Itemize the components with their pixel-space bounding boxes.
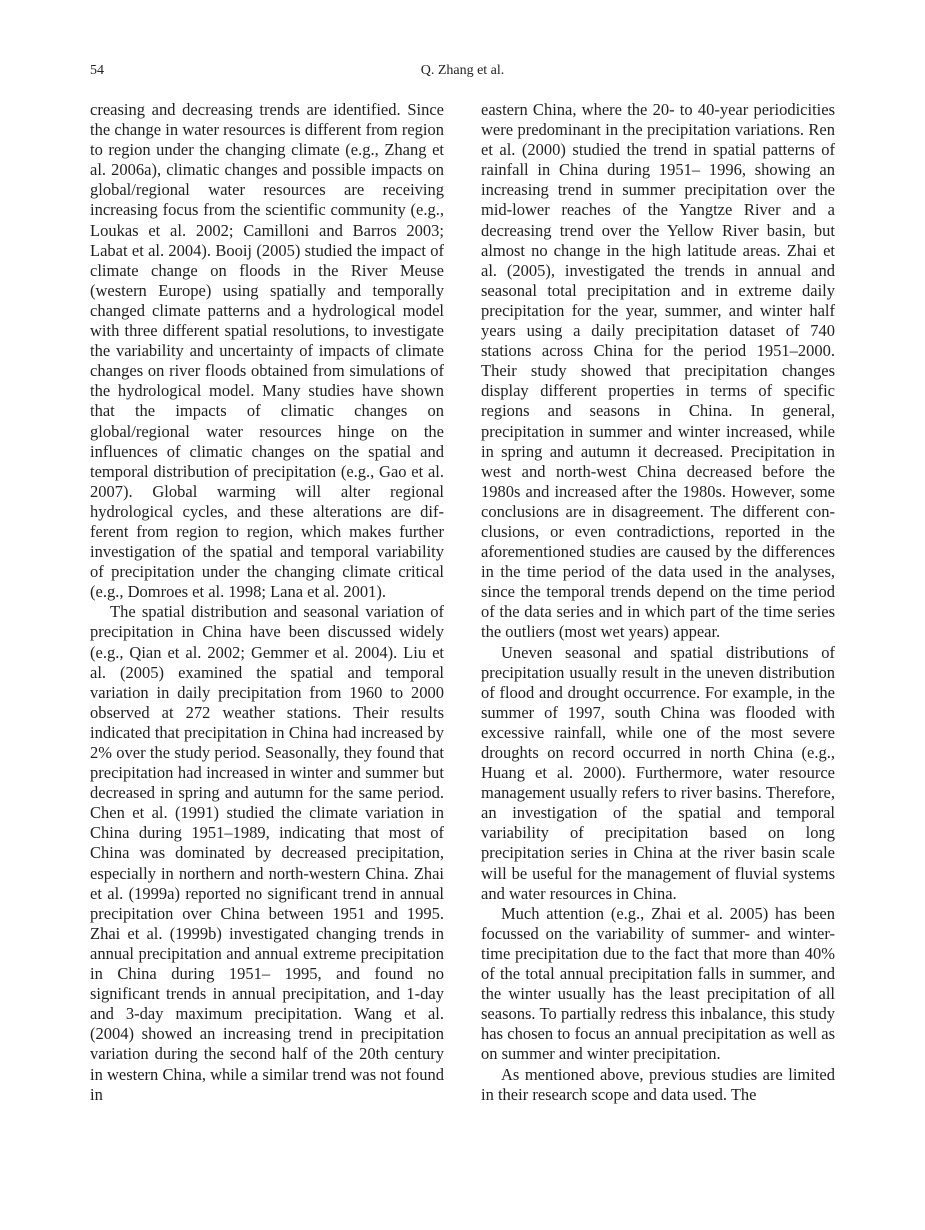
paragraph: Uneven seasonal and spatial distributions of precipitation usually result in the uneven distribution of flood and drought occurrence. For example, in the summer of 1997, south China was flooded with excessive rainfall, while one of the most severe droughts on record occurred in north China (e.g., Huang et al. 2000). Furthermore, water resource management usually refers to river basins. Therefore, an investigation of the spatial and temporal variability of precipitation based on long precipitation series in China at the river basin scale will be useful for the management of fluvial systems and water resources in China. <box>481 642 835 903</box>
running-header-authors: Q. Zhang et al. <box>420 63 505 78</box>
right-column <box>481 100 835 1105</box>
paragraph: As mentioned above, previous studies are limited in their research scope and data used. The <box>481 1064 835 1104</box>
left-column <box>90 100 444 1105</box>
paragraph: The spatial distribution and seasonal variation of precipitation in China have been discussed widely (e.g., Qian et al. 2002; Gemmer et al. 2004). Liu et al. (2005) examined the spatial and temporal variation in daily precipitation from 1960 to 2000 observed at 272 weather stations. Their results indicated that precipitation in China had increased by 2% over the study period. Seasonally, they found that precipitation had increased in winter and summer but decreased in spring and autumn for the same period. Chen et al. (1991) studied the climate variation in China during 1951–1989, indicating that most of China was dominated by decreased precipitation, especially in northern and north-western China. Zhai et al. (1999a) reported no significant trend in annual precipitation over China between 1951 and 1995. Zhai et al. (1999b) investigated changing trends in annual precipitation and annual extreme precipitation in China during 1951– 1995, and found no significant trends in annual precipitation, and 1-day and 3-day maximum precipitation. Wang et al. (2004) showed an increasing trend in precipitation variation during the second half of the 20th century in western China, while a similar trend was not found in <box>90 602 444 1104</box>
paragraph: eastern China, where the 20- to 40-year periodicities were predominant in the precipitation variations. Ren et al. (2000) studied the trend in spatial patterns of rainfall in China during 1951– 1996, showing an increasing trend in summer precipitation over the mid-lower reaches of the Yangtze River and a decreasing trend over the Yellow River basin, but almost no change in the high latitude areas. Zhai et al. (2005), investigated the trends in annual and seasonal total precipitation and in extreme daily precipitation for the year, summer, and winter half years using a daily precipitation dataset of 740 stations across China for the period 1951–2000. Their study showed that precipitation changes display different properties in terms of specific regions and seasons in China. In general, precipitation in summer and winter increased, while in spring and autumn it decreased. Precipitation in west and north-west China decreased before the 1980s and increased after the 1980s. However, some conclusions are in disagreement. The different conclusions, or even contradictions, reported in the aforementioned studies are caused by the differences in the time period of the data used in the analyses, since the temporal trends depend on the time period of the data series and in which part of the time series the outliers (most wet years) appear. <box>481 100 835 642</box>
paragraph: Much attention (e.g., Zhai et al. 2005) has been focussed on the variability of summer- and winter-time precipitation due to the fact that more than 40% of the total annual precipitation falls in summer, and the winter usually has the least precipitation of all seasons. To partially redress this inbalance, this study has chosen to focus an annual precipitation as well as on summer and winter precipitation. <box>481 903 835 1064</box>
paragraph: creasing and decreasing trends are identified. Since the change in water resources is different from region to region under the changing climate (e.g., Zhang et al. 2006a), climatic changes and possible impacts on global/regional water resources are receiving increasing focus from the scientific community (e.g., Loukas et al. 2002; Camilloni and Barros 2003; Labat et al. 2004). Booij (2005) studied the impact of climate change on floods in the River Meuse (western Europe) using spatially and temporally changed climate patterns and a hydrological model with three different spatial resolutions, to investigate the variability and uncertainty of impacts of climate changes on river floods obtained from simulations of the hydrological model. Many studies have shown that the impacts of climatic changes on global/regional water resources hinge on the influences of climatic changes on the spatial and temporal distribution of precipitation (e.g., Gao et al. 2007). Global warming will alter regional hydrological cycles, and these alterations are different from region to region, which makes further investigation of the spatial and temporal variability of precipitation under the changing climate critical (e.g., Domroes et al. 1998; Lana et al. 2001). <box>90 100 444 602</box>
page-number: 54 <box>90 63 104 78</box>
